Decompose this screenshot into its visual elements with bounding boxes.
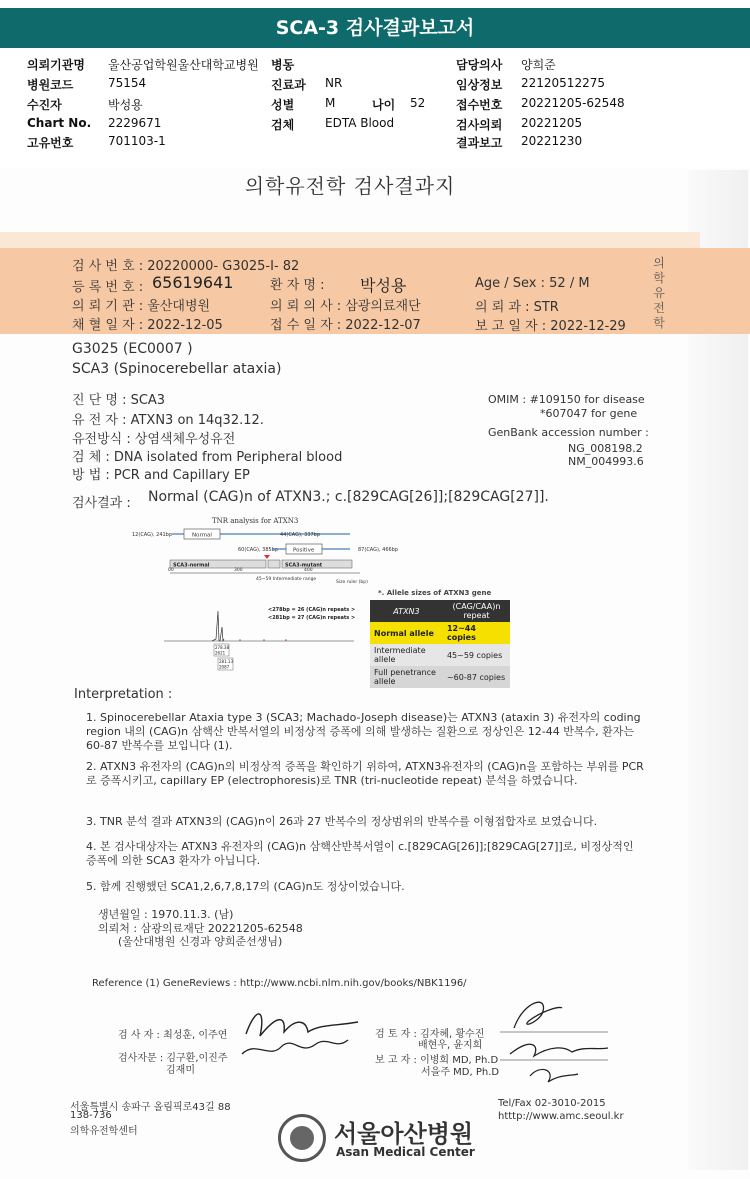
address-2: 138-736	[70, 1110, 112, 1121]
inheritance: 유전방식 : 상염색체우성유전	[72, 432, 236, 447]
allele-table-title: *. Allele sizes of ATXN3 gene	[378, 589, 492, 597]
side-vertical-label: 의학유전학	[653, 256, 665, 330]
req-inst-label: 의뢰기관명	[27, 58, 85, 72]
result-rep-label: 결과보고	[456, 136, 503, 150]
chart-label: Chart No.	[27, 116, 92, 130]
normal-box-label: Normal	[192, 532, 212, 539]
interpretation-p2: 2. ATXN3 유전자의 (CAG)n의 비정상적 증폭을 확인하기 위하여, ATXN3유전자의 (CAG)n을 포함하는 부위를 PCR로 증폭시키고, capillary EP (electrophoresis)로 TNR (tri-nucleotide repeat) 분석을 하였습니다.	[86, 760, 644, 787]
hospital-name-en: Asan Medical Center	[336, 1145, 475, 1159]
figure-title: TNR analysis for ATXN3	[212, 517, 299, 525]
allele-col2: (CAG/CAA)n repeat	[452, 602, 501, 620]
tick-label-300: 300	[234, 568, 243, 573]
examiner-signature	[236, 996, 366, 1066]
patient-label: 수진자	[27, 98, 62, 112]
report-date: 보 고 일 자 : 2022-12-29	[475, 319, 626, 334]
reg-no-label: 등 록 번 호 :	[72, 280, 144, 295]
allele-col1: ATXN3	[393, 606, 420, 616]
band-strip	[0, 232, 700, 248]
exam-no: 검 사 번 호 : 20220000- G3025-I- 82	[72, 259, 300, 274]
label-44cag: 44(CAG), 337bp	[280, 532, 321, 538]
reviewer-2: 배현우, 윤지희	[418, 1040, 483, 1051]
positive-box-label: Positive	[293, 547, 315, 554]
reference: Reference (1) GeneReviews : http://www.ncbi.nlm.nih.gov/books/NBK1196/	[92, 978, 467, 989]
receive-date: 접 수 일 자 : 2022-12-07	[270, 318, 421, 333]
label-87cag: 87(CAG), 466bp	[358, 547, 399, 553]
hosp-code-value: 75154	[108, 76, 147, 90]
test-name: SCA3 (Spinocerebellar ataxia)	[72, 361, 282, 377]
dept-label: 진료과	[271, 78, 306, 92]
hospital-name-ko: 서울아산병원	[334, 1120, 474, 1148]
gene: 유 전 자 : ATXN3 on 14q32.12.	[72, 413, 264, 428]
doctor-label: 담당의사	[456, 58, 503, 72]
specimen: 검 체 : DNA isolated from Peripheral blood	[72, 450, 343, 465]
center-name: 의학유전학센터	[70, 1126, 138, 1137]
req-inst-value: 울산공업학원울산대학교병원	[108, 58, 259, 72]
patient-name-value: 박성용	[360, 276, 407, 295]
ordering-doctor: 의 뢰 의 사 : 삼광의료재단	[270, 299, 421, 314]
size-marker-2	[263, 639, 265, 641]
size-marker-1	[239, 639, 241, 641]
ruler-label: Size ruler (bp)	[336, 580, 368, 585]
size-marker-3	[285, 639, 287, 641]
table-row	[370, 644, 510, 666]
test-code: G3025 (EC0007 )	[72, 341, 193, 357]
age-sex: Age / Sex : 52 / M	[475, 276, 590, 291]
reviewer-signature	[500, 994, 610, 1090]
table-row	[370, 666, 510, 688]
reg-no-value: 65619641	[152, 273, 234, 292]
website: htttp://www.amc.seoul.kr	[498, 1111, 624, 1122]
reviewer: 검 토 자 : 김자혜, 황수진	[375, 1029, 485, 1040]
result-value: Normal (CAG)n of ATXN3.; c.[829CAG[26]];[829CAG[27]].	[148, 489, 549, 505]
allele-name: Intermediate allele	[374, 646, 426, 664]
result-label: 검사결과 :	[72, 496, 131, 511]
doctor-value: 양희준	[521, 58, 556, 72]
interpretation-p4: 4. 본 검사대상자는 ATXN3 유전자의 (CAG)n 삼핵산반복서열이 c.[829CAG[26]];[829CAG[27]]로, 비정상적인 증폭에 의한 SCA3 환자가 아닙니다.	[86, 840, 634, 867]
peak1-height: 2621	[215, 650, 226, 656]
unique-value: 701103-1	[108, 134, 166, 148]
sca3-mutant-label: SCA3-mutant	[285, 562, 323, 569]
reporter: 보 고 자 : 이병희 MD, Ph.D	[375, 1055, 499, 1066]
genbank-ng: NG_008198.2	[568, 442, 643, 455]
genbank-nm: NM_004993.6	[568, 455, 644, 468]
patient-value: 박성용	[108, 98, 143, 112]
patient-name-label: 환 자 명 :	[270, 278, 325, 293]
result-rep-value: 20221230	[521, 134, 583, 148]
test-req-label: 검사의뢰	[456, 118, 503, 132]
advisor: 검사자문 : 김구환,이진주	[118, 1053, 228, 1064]
chart-value: 2229671	[108, 116, 162, 130]
examiner: 검 사 자 : 최성훈, 이주연	[118, 1030, 228, 1041]
sca3-normal-label: SCA3-normal	[173, 562, 210, 569]
omim-gene: *607047 for gene	[540, 407, 638, 420]
peak-trace	[212, 611, 224, 641]
allele-name: Full penetrance allele	[374, 668, 436, 686]
tick-label-400: 400	[304, 568, 313, 573]
req-institution: 의 뢰 기 관 : 울산대병원	[72, 299, 211, 314]
allele-value: 45~59 copies	[446, 650, 503, 660]
marker-icon	[264, 555, 270, 559]
omim-disease: OMIM : #109150 for disease	[488, 393, 645, 406]
intermediate-range-label: 45~59 Intermediate range	[256, 577, 317, 582]
receipt-value: 20221205-62548	[521, 96, 625, 110]
sex-label: 성별	[271, 98, 295, 112]
unique-label: 고유번호	[27, 136, 74, 150]
report-title: SCA-3 검사결과보고서	[0, 8, 750, 48]
allele-value: 12~44 copies	[446, 624, 476, 642]
interpretation-p1: 1. Spinocerebellar Ataxia type 3 (SCA3; Machado-Joseph disease)는 ATXN3 (ataxin 3) 유전자의 coding region 내의 (CAG)n 삼핵산 반복서열의 비정상적 증폭에 의해 발생하는 질환으로 정상인은 12-44 반복수, 환자는 60-87 반복수를 보입니다 (1).	[86, 711, 641, 752]
peak2-height: 2087	[219, 664, 230, 670]
interpretation-p3: 3. TNR 분석 결과 ATXN3의 (CAG)n이 26과 27 반복수의 정상범위의 반복수를 이형접합자로 보였습니다.	[86, 815, 598, 828]
address-1: 서울특별시 송파구 올림픽로43길 88	[70, 1102, 231, 1113]
sex-value: M	[325, 96, 336, 110]
intermediate-bar	[268, 560, 280, 568]
specimen-label: 검체	[271, 118, 295, 132]
peak1-size: 278.38	[215, 645, 229, 650]
specimen-value: EDTA Blood	[325, 116, 395, 130]
interpretation-heading: Interpretation :	[74, 687, 173, 702]
method: 방 법 : PCR and Capillary EP	[72, 468, 250, 483]
referrer: 의뢰처 : 삼광의료재단 20221205-62548	[98, 922, 303, 935]
birth-date: 생년월일 : 1970.11.3. (남)	[98, 908, 234, 921]
advisor-2: 김재미	[166, 1065, 195, 1076]
tel-fax: Tel/Fax 02-3010-2015	[498, 1098, 606, 1109]
receipt-label: 접수번호	[456, 98, 503, 112]
age-value: 52	[410, 96, 426, 110]
peak1-annotation: <278bp = 26 (CAG)n repeats >	[268, 607, 356, 613]
hosp-code-label: 병원코드	[27, 78, 74, 92]
reporter-2: 서을주 MD, Ph.D	[421, 1067, 500, 1078]
table-row	[370, 622, 510, 644]
interpretation-p5: 5. 함께 진행했던 SCA1,2,6,7,8,17의 (CAG)n도 정상이었습니다.	[86, 880, 405, 893]
peak2-annotation: <281bp = 27 (CAG)n repeats >	[268, 615, 356, 621]
allele-size-table	[370, 600, 510, 688]
tick-label-0: 00	[168, 568, 174, 573]
label-60cag: 60(CAG), 385bp	[238, 547, 279, 553]
peak2-size: 281.13	[219, 659, 233, 664]
ward-label: 병동	[271, 58, 295, 72]
asan-foundation-emblem	[290, 1126, 314, 1150]
diagnosis: 진 단 명 : SCA3	[72, 393, 166, 408]
clinical-label: 임상정보	[456, 78, 503, 92]
dept-value: NR	[325, 76, 343, 90]
req-dept: 의 뢰 과 : STR	[475, 300, 559, 315]
doc-title: 의학유전학 검사결과지	[244, 174, 456, 198]
collect-date: 채 혈 일 자 : 2022-12-05	[72, 318, 223, 333]
allele-value: ~60-87 copies	[446, 672, 506, 682]
genbank-label: GenBank accession number :	[488, 426, 649, 439]
allele-name: Normal allele	[374, 628, 434, 638]
test-req-value: 20221205	[521, 116, 583, 130]
label-12cag: 12(CAG), 241bp	[132, 532, 173, 538]
clinical-value: 22120512275	[521, 76, 605, 90]
referrer-detail: (울산대병원 신경과 양희준선생님)	[118, 935, 283, 948]
age-label: 나이	[372, 98, 396, 112]
